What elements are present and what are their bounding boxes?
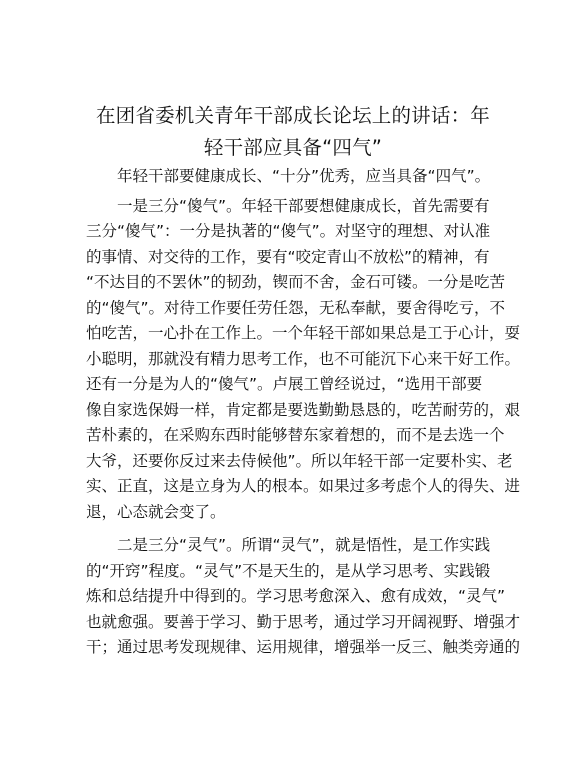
document-body bbox=[86, 164, 521, 661]
text-line: 也就愈强。要善于学习、勤于思考，通过学习开阔视野、增强才 bbox=[86, 612, 521, 631]
document-title bbox=[60, 100, 526, 164]
text-line: 实、正直，这是立身为人的根本。如果过多考虑个人的得失、进 bbox=[86, 477, 521, 495]
paragraph-shaqi bbox=[86, 194, 521, 526]
title-line-1: 在团省委机关青年干部成长论坛上的讲话：年 bbox=[95, 104, 490, 127]
text-line: 干；通过思考发现规律、运用规律，增强举一反三、触类旁通的 bbox=[86, 638, 521, 656]
paragraph-lingqi bbox=[86, 533, 521, 661]
text-line: “不达目的不罢休”的韧劲，锲而不舍，金石可镂。一分是吃苦 bbox=[86, 273, 506, 291]
title-line-2: 轻干部应具备“四气” bbox=[203, 136, 383, 159]
text-line: 的“傻气”。对待工作要任劳任怨，无私奉献，要舍得吃亏，不 bbox=[86, 298, 506, 317]
text-line: 小聪明，那就没有精力思考工作，也不可能沉下心来干好工作。 bbox=[86, 349, 521, 368]
text-line: 炼和总结提升中得到的。学习思考愈深入、愈有成效，“灵气” bbox=[86, 587, 506, 605]
text-line: 苦朴素的，在采购东西时能够替东家着想的，而不是去选一个 bbox=[86, 426, 505, 444]
text-line: 一是三分“傻气”。年轻干部要想健康成长，首先需要有 bbox=[86, 196, 490, 215]
text-line: 退，心态就会变了。 bbox=[86, 502, 226, 521]
text-line: 像自家选保姆一样，肯定都是要选勤勤恳恳的，吃苦耐劳的，艰 bbox=[86, 400, 521, 419]
text-line: 怕吃苦，一心扑在工作上。一个年轻干部如果总是工于心计，耍 bbox=[86, 324, 521, 342]
text-line: 的“开窍”程度。“灵气”不是天生的，是从学习思考、实践锻 bbox=[86, 561, 491, 580]
text-line: 二是三分“灵气”。所谓“灵气”，就是悟性，是工作实践 bbox=[86, 536, 491, 554]
text-line: 还有一分是为人的“傻气”。卢展工曾经说过，“选用干部要 bbox=[86, 375, 483, 393]
text-line: 年轻干部要健康成长、“十分”优秀，应当具备“四气”。 bbox=[86, 167, 491, 185]
text-line: 的事情、对交待的工作，要有“咬定青山不放松”的精神，有 bbox=[86, 247, 490, 266]
paragraph-intro bbox=[86, 164, 506, 190]
text-line: 大爷，还要你反过来去侍候他”。所以年轻干部一定要朴实、老 bbox=[86, 451, 513, 470]
text-line: 三分“傻气”：一分是执著的“傻气”。对坚守的理想、对认准 bbox=[86, 222, 491, 240]
